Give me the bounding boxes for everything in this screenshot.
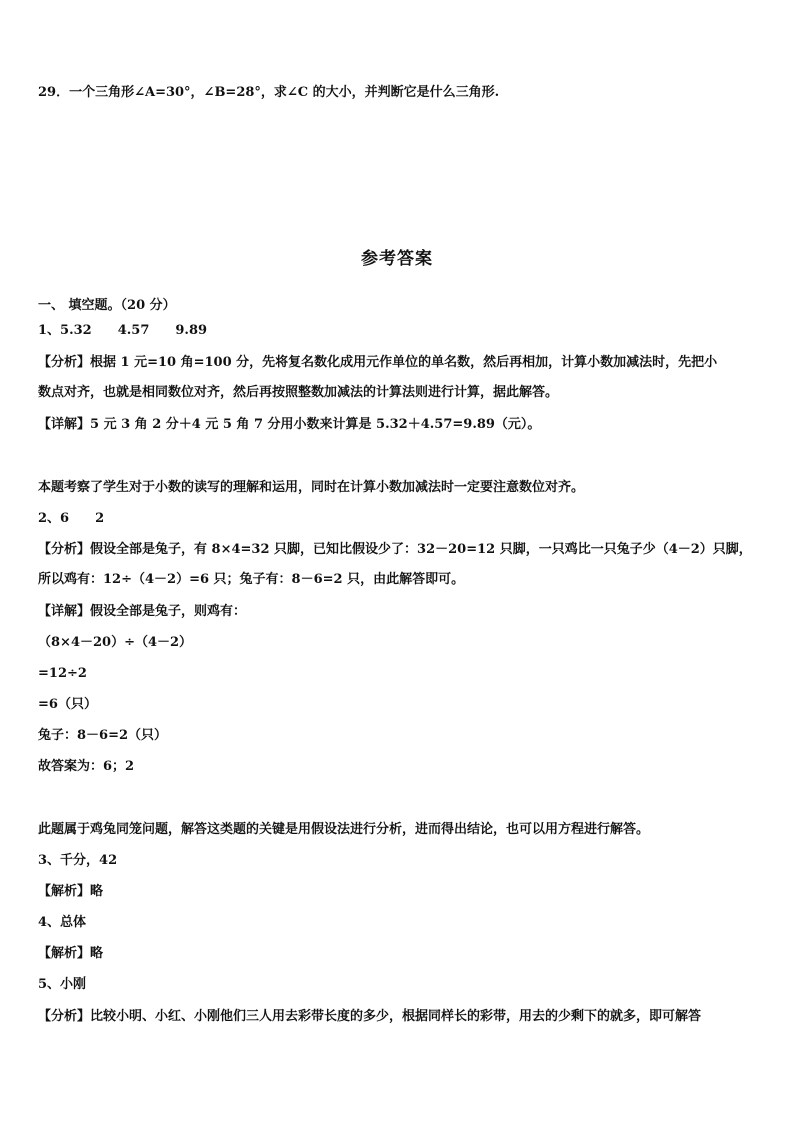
step-2-1: （8×4－20）÷（4－2） xyxy=(38,635,193,650)
comment-1: 本题考察了学生对于小数的读写的理解和运用，同时在计算小数加减法时一定要注意数位对齐。 xyxy=(38,480,585,495)
answer-3: 3、千分，42 xyxy=(38,853,118,868)
analysis-4: 【解析】略 xyxy=(38,946,104,961)
analysis-2-line-1: 【分析】假设全部是兔子，有 8×4=32 只脚，已知比假设少了：32－20=12 只脚，一只鸡比一只兔子少（4－2）只脚， xyxy=(38,542,752,557)
final-answer-2: 故答案为：6；2 xyxy=(38,759,135,774)
question-29: 29．一个三角形∠A=30°，∠B=28°，求∠C 的大小，并判断它是什么三角形. xyxy=(38,85,500,100)
page-title: 参考答案 xyxy=(361,249,433,269)
section-heading: 一、 填空题。（20 分） xyxy=(38,298,176,313)
step-2-4: 兔子：8－6=2（只） xyxy=(38,728,168,743)
analysis-1-line-2: 数点对齐，也就是相同数位对齐，然后再按照整数加减法的计算法则进行计算，据此解答。 xyxy=(38,385,559,400)
detail-2: 【详解】假设全部是兔子，则鸡有： xyxy=(38,604,247,619)
answer-5: 5、小刚 xyxy=(38,977,87,992)
step-2-2: =12÷2 xyxy=(38,666,87,681)
analysis-5: 【分析】比较小明、小红、小刚他们三人用去彩带长度的多少，根据同样长的彩带，用去的少剩下的就多，即可解答 xyxy=(38,1009,702,1024)
answer-4: 4、总体 xyxy=(38,915,87,930)
analysis-3: 【解析】略 xyxy=(38,884,104,899)
comment-2: 此题属于鸡兔同笼问题，解答这类题的关键是用假设法进行分析，进而得出结论，也可以用方程进行解答。 xyxy=(38,822,650,837)
detail-1: 【详解】5 元 3 角 2 分＋4 元 5 角 7 分用小数来计算是 5.32＋4.57=9.89（元）。 xyxy=(38,417,541,432)
answer-2: 2、6 2 xyxy=(38,511,105,526)
analysis-1-line-1: 【分析】根据 1 元=10 角=100 分，先将复名数化成用元作单位的单名数，然后再相加，计算小数加减法时，先把小 xyxy=(38,355,718,370)
analysis-2-line-2: 所以鸡有：12÷（4－2）=6 只；兔子有：8－6=2 只，由此解答即可。 xyxy=(38,572,465,587)
step-2-3: =6（只） xyxy=(38,697,97,712)
answer-1: 1、5.32 4.57 9.89 xyxy=(38,323,208,338)
